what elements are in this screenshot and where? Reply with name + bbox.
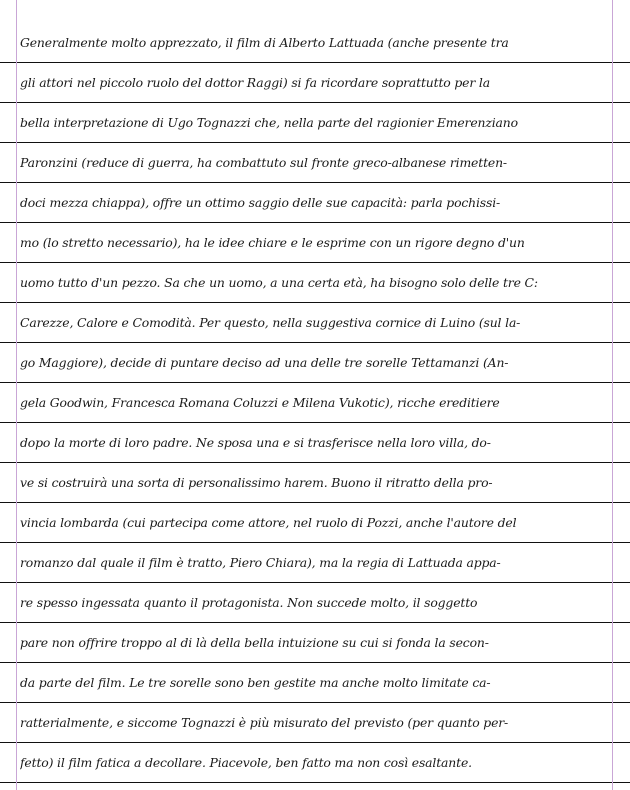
text-line: mo (lo stretto necessario), ha le idee chiare e le esprime con un rigore degno d'un [20,235,525,250]
text-line: ratterialmente, e siccome Tognazzi è più misurato del previsto (per quanto per- [20,715,509,730]
text-line: go Maggiore), decide di puntare deciso ad una delle tre sorelle Tettamanzi (An- [20,355,509,370]
left-margin-rule [16,0,17,790]
text-line: bella interpretazione di Ugo Tognazzi che, nella parte del ragionier Emerenziano [20,115,518,130]
text-line: gli attori nel piccolo ruolo del dottor Raggi) si fa ricordare soprattutto per la [20,75,490,90]
right-margin-rule [612,0,613,790]
text-line: fetto) il film fatica a decollare. Piacevole, ben fatto ma non così esaltante. [20,755,472,770]
handwritten-review-text [20,23,610,783]
text-line: ve si costruirà una sorta di personalissimo harem. Buono il ritratto della pro- [20,475,493,490]
text-line: da parte del film. Le tre sorelle sono ben gestite ma anche molto limitate ca- [20,675,491,690]
text-line: uomo tutto d'un pezzo. Sa che un uomo, a una certa età, ha bisogno solo delle tre C: [20,275,538,290]
text-line: Paronzini (reduce di guerra, ha combattuto sul fronte greco-albanese rimetten- [20,155,507,170]
text-line: gela Goodwin, Francesca Romana Coluzzi e Milena Vukotic), ricche ereditiere [20,395,500,410]
text-line: romanzo dal quale il film è tratto, Piero Chiara), ma la regia di Lattuada appa- [20,555,501,570]
text-line: re spesso ingessata quanto il protagonista. Non succede molto, il soggetto [20,595,478,610]
text-line: dopo la morte di loro padre. Ne sposa una e si trasferisce nella loro villa, do- [20,435,491,450]
text-line: pare non offrire troppo al di là della bella intuizione su cui si fonda la secon- [20,635,489,650]
text-line: vincia lombarda (cui partecipa come attore, nel ruolo di Pozzi, anche l'autore del [20,515,517,530]
text-line: doci mezza chiappa), offre un ottimo saggio delle sue capacità: parla pochissi- [20,195,501,210]
text-line: Generalmente molto apprezzato, il film di Alberto Lattuada (anche presente tra [20,35,509,50]
text-line: Carezze, Calore e Comodità. Per questo, nella suggestiva cornice di Luino (sul la- [20,315,521,330]
